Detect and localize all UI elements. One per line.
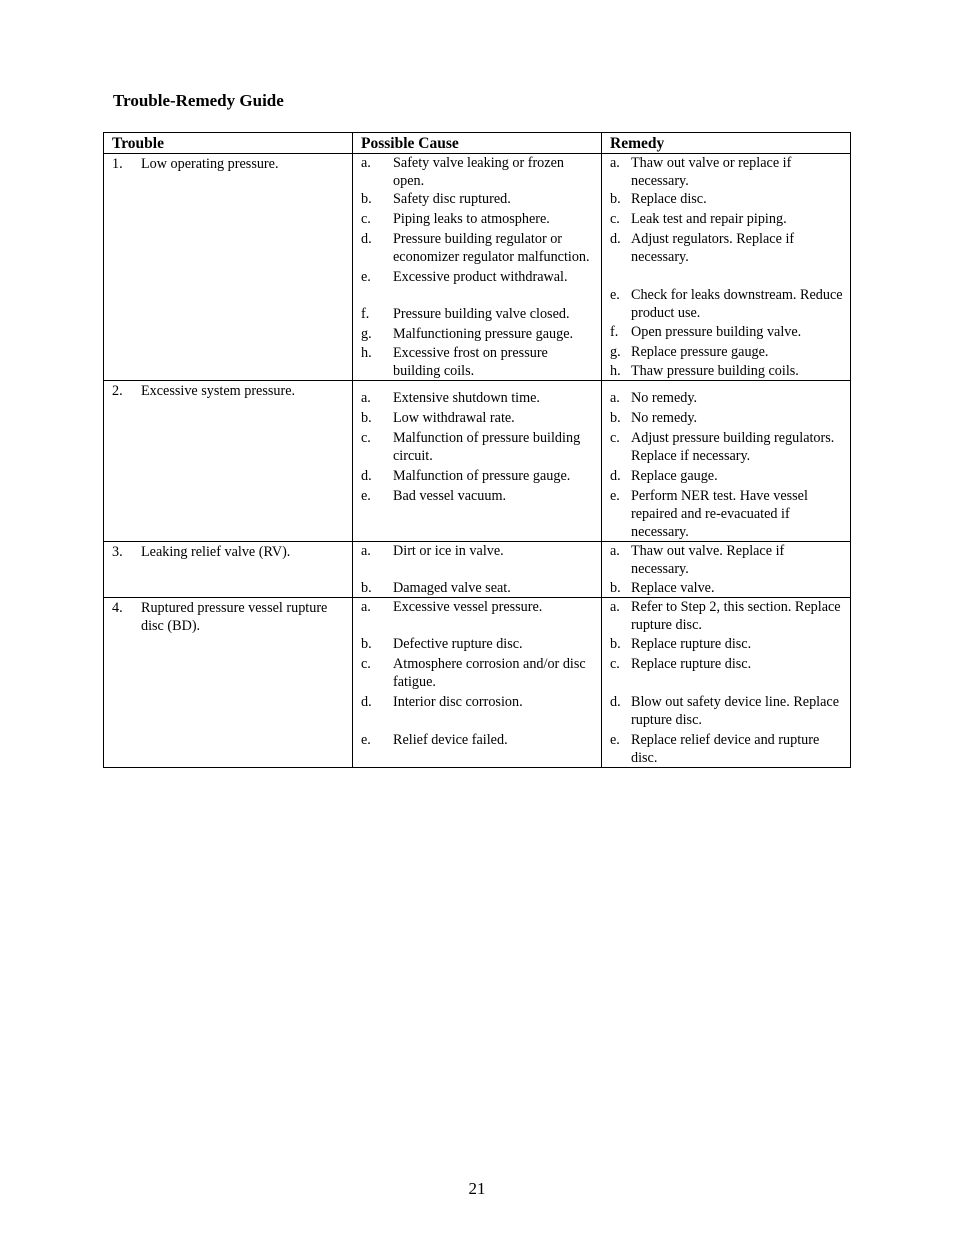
item-label: h. [610, 363, 621, 379]
cause-text: Piping leaks to atmosphere. [393, 211, 550, 227]
remedy-cell [602, 598, 851, 768]
cause-text: Excessive frost on pressure building coils. [393, 345, 548, 379]
remedy-text: Adjust pressure building regulators. Replace if necessary. [631, 430, 835, 464]
remedy-text: Thaw pressure building coils. [631, 363, 799, 379]
item-label: b. [361, 191, 372, 207]
cause-text: Malfunction of pressure gauge. [393, 468, 571, 484]
remedy-text: Replace rupture disc. [631, 636, 752, 652]
cause-text: Dirt or ice in valve. [393, 543, 504, 559]
item-label: a. [610, 543, 620, 559]
table-row [104, 381, 851, 542]
item-label: h. [361, 345, 372, 361]
item-label: a. [361, 599, 371, 615]
cause-text: Malfunction of pressure building circuit. [393, 430, 581, 464]
list-item [602, 343, 850, 361]
cause-text: Malfunctioning pressure gauge. [393, 326, 574, 342]
item-label: b. [610, 580, 621, 596]
item-label: e. [361, 732, 371, 748]
item-label: d. [361, 694, 372, 710]
cause-cell [353, 381, 602, 542]
cause-text: Pressure building valve closed. [393, 306, 570, 322]
remedy-text: Thaw out valve. Replace if necessary. [631, 543, 785, 577]
trouble-number: 3. [112, 544, 123, 560]
header-trouble: Trouble [104, 133, 353, 154]
cause-text: Safety valve leaking or frozen open. [393, 155, 564, 189]
list-item [353, 429, 601, 465]
remedy-cell [602, 542, 851, 598]
cause-text: Pressure building regulator or economizer regulator malfunction. [393, 231, 590, 265]
item-label: b. [361, 636, 372, 652]
list-item [353, 542, 601, 560]
list-item [602, 323, 850, 341]
cause-text: Interior disc corrosion. [393, 694, 523, 710]
cause-text: Defective rupture disc. [393, 636, 523, 652]
list-item [353, 579, 601, 597]
trouble-text: Low operating pressure. [141, 156, 279, 172]
remedy-text: Replace rupture disc. [631, 656, 752, 672]
item-label: d. [610, 694, 621, 710]
list-item [602, 210, 850, 228]
item-label: b. [361, 580, 372, 596]
trouble-text: Excessive system pressure. [141, 383, 296, 399]
table-row [104, 598, 851, 768]
cause-cell [353, 598, 602, 768]
item-label: c. [610, 656, 620, 672]
item-label: a. [361, 543, 371, 559]
item-label: c. [610, 430, 620, 446]
list-item [602, 655, 850, 673]
header-possible-cause: Possible Cause [353, 133, 602, 154]
list-item [602, 598, 850, 634]
list-item [602, 154, 850, 190]
list-item [602, 389, 850, 407]
item-label: e. [610, 287, 620, 303]
table-row [104, 154, 851, 381]
trouble-number: 1. [112, 156, 123, 172]
cause-cell [353, 542, 602, 598]
list-item [353, 487, 601, 505]
cause-text: Damaged valve seat. [393, 580, 511, 596]
cause-text: Safety disc ruptured. [393, 191, 511, 207]
remedy-text: Replace pressure gauge. [631, 344, 769, 360]
cause-text: Relief device failed. [393, 732, 508, 748]
list-item [353, 325, 601, 343]
item-label: e. [610, 732, 620, 748]
list-item [602, 230, 850, 266]
item-label: b. [610, 636, 621, 652]
list-item [353, 154, 601, 190]
remedy-text: No remedy. [631, 410, 698, 426]
list-item [353, 230, 601, 266]
list-item [353, 389, 601, 407]
trouble-text: Ruptured pressure vessel rupture disc (BD). [141, 600, 328, 634]
list-item [353, 467, 601, 485]
item-label: c. [361, 211, 371, 227]
remedy-text: Replace disc. [631, 191, 707, 207]
list-item [602, 487, 850, 541]
trouble-cell [104, 154, 353, 381]
remedy-text: Check for leaks downstream. Reduce product use. [631, 287, 843, 321]
item-label: d. [610, 231, 621, 247]
list-item [602, 731, 850, 767]
list-item [602, 693, 850, 729]
list-item [353, 598, 601, 616]
remedy-text: Perform NER test. Have vessel repaired and re-evacuated if necessary. [631, 488, 808, 540]
list-item [602, 467, 850, 485]
item-label: e. [610, 488, 620, 504]
list-item [353, 268, 601, 286]
list-item [353, 635, 601, 653]
cause-text: Excessive product withdrawal. [393, 269, 568, 285]
remedy-text: Leak test and repair piping. [631, 211, 787, 227]
list-item [602, 286, 850, 322]
remedy-cell [602, 381, 851, 542]
list-item [602, 579, 850, 597]
remedy-text: No remedy. [631, 390, 698, 406]
item-label: g. [610, 344, 621, 360]
cause-text: Low withdrawal rate. [393, 410, 515, 426]
list-item [353, 305, 601, 323]
item-label: a. [361, 390, 371, 406]
list-item [602, 542, 850, 578]
list-item [353, 344, 601, 380]
trouble-remedy-table [103, 132, 851, 768]
remedy-text: Blow out safety device line. Replace rupture disc. [631, 694, 840, 728]
remedy-text: Replace valve. [631, 580, 715, 596]
item-label: c. [361, 656, 371, 672]
item-label: f. [361, 306, 370, 322]
list-item [353, 210, 601, 228]
remedy-text: Open pressure building valve. [631, 324, 802, 340]
trouble-cell [104, 598, 353, 768]
list-item [602, 429, 850, 465]
remedy-text: Replace relief device and rupture disc. [631, 732, 820, 766]
trouble-text: Leaking relief valve (RV). [141, 544, 291, 560]
trouble-number: 4. [112, 600, 123, 616]
item-label: c. [610, 211, 620, 227]
item-label: a. [610, 390, 620, 406]
list-item [353, 731, 601, 749]
item-label: b. [610, 191, 621, 207]
cause-cell [353, 154, 602, 381]
item-label: d. [361, 468, 372, 484]
list-item [353, 655, 601, 691]
item-label: a. [610, 155, 620, 171]
item-label: e. [361, 269, 371, 285]
page-number: 21 [468, 1179, 486, 1198]
remedy-text: Refer to Step 2, this section. Replace rupture disc. [631, 599, 841, 633]
trouble-number: 2. [112, 383, 123, 399]
remedy-text: Thaw out valve or replace if necessary. [631, 155, 792, 189]
cause-text: Bad vessel vacuum. [393, 488, 507, 504]
item-label: b. [361, 410, 372, 426]
item-label: b. [610, 410, 621, 426]
remedy-cell [602, 154, 851, 381]
page-title: Trouble-Remedy Guide [113, 91, 284, 110]
trouble-cell [104, 542, 353, 598]
item-label: g. [361, 326, 372, 342]
list-item [602, 409, 850, 427]
trouble-cell [104, 381, 353, 542]
list-item [602, 635, 850, 653]
table-row [104, 542, 851, 598]
list-item [602, 190, 850, 208]
item-label: c. [361, 430, 371, 446]
table-header-row [104, 133, 851, 154]
item-label: a. [610, 599, 620, 615]
cause-text: Excessive vessel pressure. [393, 599, 543, 615]
cause-text: Atmosphere corrosion and/or disc fatigue. [393, 656, 586, 690]
remedy-text: Adjust regulators. Replace if necessary. [631, 231, 795, 265]
cause-text: Extensive shutdown time. [393, 390, 540, 406]
item-label: d. [361, 231, 372, 247]
item-label: f. [610, 324, 619, 340]
remedy-text: Replace gauge. [631, 468, 718, 484]
list-item [602, 362, 850, 380]
item-label: e. [361, 488, 371, 504]
header-remedy: Remedy [602, 133, 851, 154]
list-item [353, 190, 601, 208]
item-label: d. [610, 468, 621, 484]
list-item [353, 409, 601, 427]
item-label: a. [361, 155, 371, 171]
list-item [353, 693, 601, 711]
